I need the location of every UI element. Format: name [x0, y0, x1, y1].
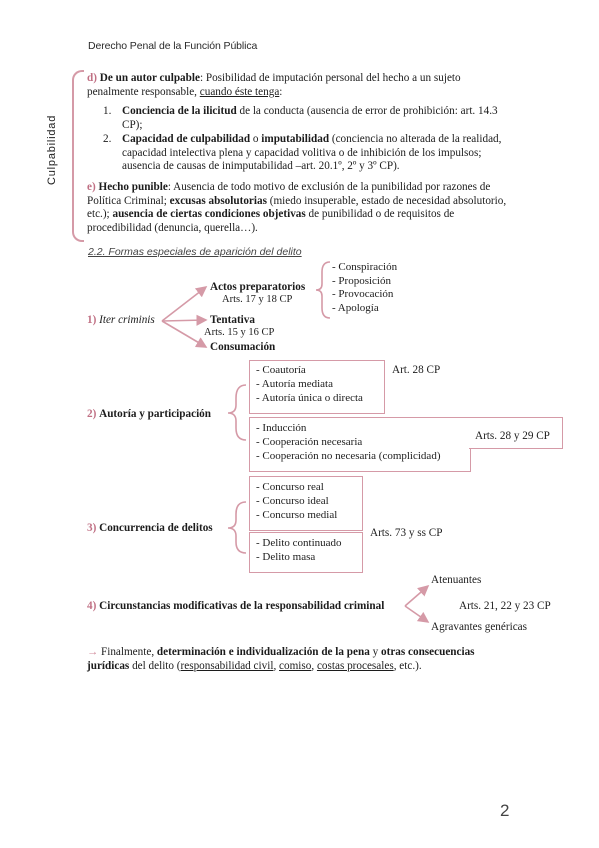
list-item: - Provocación [332, 288, 394, 300]
autoria-box-1 [249, 360, 385, 414]
iter-criminis-label: 1) Iter criminis [87, 314, 155, 326]
list-item: 2. Capacidad de culpabilidad o imputabilidad (conciencia no alterada de la realidad, capacidad intelectiva plena y capacidad volitiva o de inhibición de los impulsos; ausencia de causas de inimputabilidad –art. 20.1º, 2º y 3º CP). [103, 133, 502, 173]
actos-arts: Arts. 17 y 18 CP [222, 294, 293, 305]
list-item: - Cooperación no necesaria (complicidad) [256, 450, 441, 462]
list-item: - Coautoría [256, 364, 306, 376]
list-item: 1. Conciencia de la ilicitud de la conducta (ausencia de error de prohibición: art. 14.3 CP); [103, 105, 498, 131]
atenuantes: Atenuantes [431, 574, 482, 586]
actos-list [332, 261, 397, 315]
arrow-icon: → [87, 646, 99, 658]
item-letter: d) [87, 72, 97, 84]
autoria-box-2-art: Arts. 28 y 29 CP [475, 430, 550, 442]
page-header: Derecho Penal de la Función Pública [88, 40, 258, 52]
autoria-label: 2) Autoría y participación [87, 408, 211, 420]
sidebar-label: Culpabilidad [46, 114, 58, 185]
list-item: - Cooperación necesaria [256, 436, 363, 448]
list-item: - Proposición [332, 274, 391, 287]
list-item: - Autoría única o directa [256, 392, 363, 404]
list-item: - Delito continuado [256, 537, 342, 549]
final-paragraph: → Finalmente, determinación e individualización de la pena y otras consecuencias jurídicas del delito (responsabilidad civil, comiso, costas procesales, etc.). [87, 646, 475, 672]
circunstancias-arts: Arts. 21, 22 y 23 CP [459, 600, 551, 612]
list-item: - Apología [332, 301, 379, 314]
list-item: - Inducción [256, 422, 307, 434]
list-item: - Conspiración [332, 261, 398, 273]
concurrencia-box-1 [249, 476, 363, 531]
item-title: De un autor culpable [99, 72, 200, 84]
section-title: 2.2. Formas especiales de aparición del delito [88, 246, 302, 258]
item-text: : Posibilidad de imputación personal del hecho a un sujeto penalmente responsable, [87, 72, 461, 98]
paragraph-e: e) Hecho punible: Ausencia de todo motivo de exclusión de la punibilidad por razones de Política Criminal; excusas absolutorias (miedo insuperable, estado de necesidad absolutorio, etc.); ausencia de ciertas condiciones objetivas de punibilidad o de requisitos de procedibilidad (denuncia, querella…). [87, 181, 507, 234]
tentativa-arts: Arts. 15 y 16 CP [204, 327, 275, 338]
actos-preparatorios: Actos preparatorios [210, 281, 306, 293]
page-number: 2 [500, 801, 510, 820]
item-underlined: cuando éste tenga [199, 85, 280, 98]
autoria-box-2 [249, 417, 471, 472]
list-item: - Concurso ideal [256, 495, 329, 507]
concurrencia-arts: Arts. 73 y ss CP [370, 527, 443, 539]
concurrencia-box-2 [249, 532, 363, 573]
list-item: - Delito masa [256, 551, 316, 563]
tentativa: Tentativa [210, 314, 255, 326]
circunstancias-label: 4) Circunstancias modificativas de la responsabilidad criminal [87, 600, 385, 612]
autoria-box-1-art: Art. 28 CP [392, 364, 441, 376]
list-item: - Concurso real [256, 481, 324, 493]
paragraph-d: d) De un autor culpable: Posibilidad de imputación personal del hecho a un sujeto penalmente responsable, cuando éste tenga: [87, 72, 461, 98]
list-item: - Concurso medial [256, 509, 338, 521]
concurrencia-label: 3) Concurrencia de delitos [87, 522, 213, 534]
agravantes: Agravantes genéricas [431, 621, 527, 633]
consumacion: Consumación [210, 341, 276, 353]
list-item: - Autoría mediata [256, 378, 333, 390]
